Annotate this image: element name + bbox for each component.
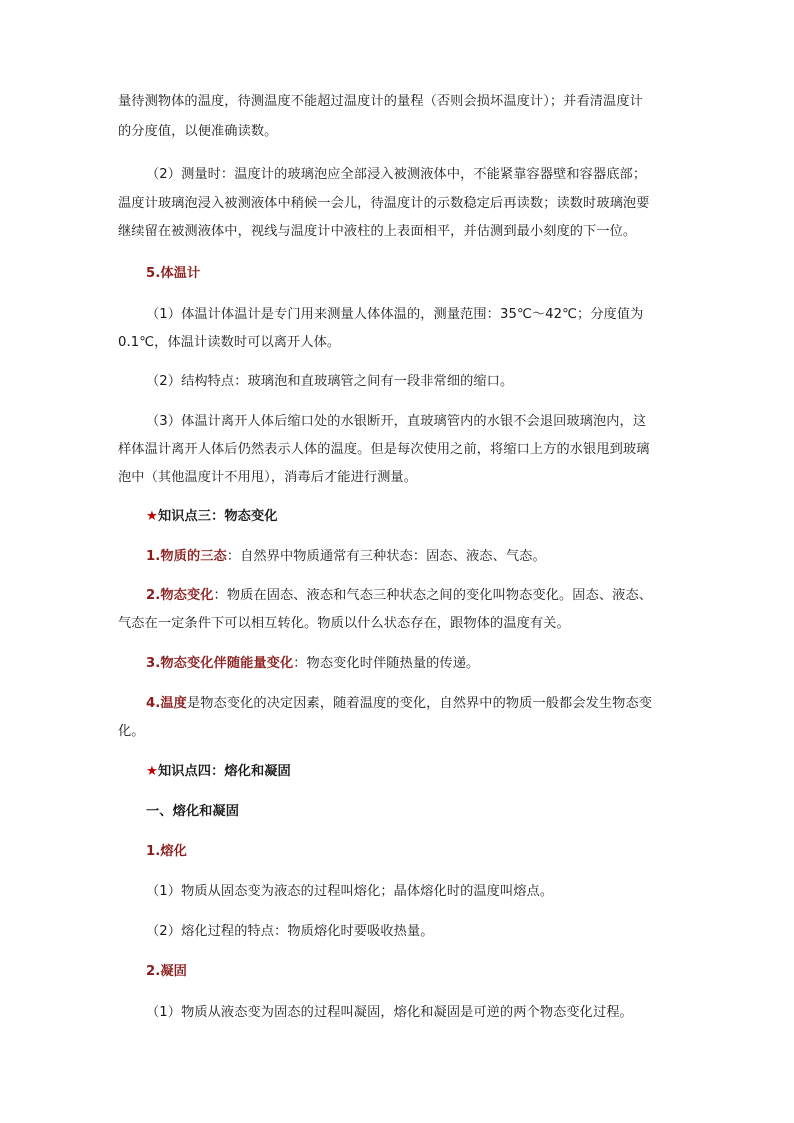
text-line: （3）体温计离开人体后缩口处的水银断开，直玻璃管内的水银不会退回玻璃泡内，这	[146, 414, 647, 429]
section-heading: 1.熔化	[146, 844, 187, 859]
knowledge-point-title: 知识点四：熔化和凝固	[157, 764, 291, 779]
text-line	[0, 547, 794, 567]
text-line: 0.1℃，体温计读数时可以离开人体。	[118, 335, 341, 350]
text-line: （1）体温计体温计是专门用来测量人体体温的，测量范围：35℃～42℃；分度值为	[146, 307, 644, 322]
text-line: （2）结构特点：玻璃泡和直玻璃管之间有一段非常细的缩口。	[146, 374, 514, 389]
term-label: 2.物态变化	[146, 588, 214, 603]
star-icon: ★	[146, 764, 158, 779]
knowledge-point-heading	[0, 507, 794, 527]
term-text: ：物质在固态、液态和气态三种状态之间的变化叫物态变化。固态、液态、	[213, 588, 653, 603]
text-line: 化。	[118, 724, 145, 739]
term-label: 1.物质的三态	[146, 549, 227, 564]
knowledge-point-title: 知识点三：物态变化	[157, 509, 278, 524]
text-line: 继续留在被测液体中，视线与温度计中液柱的上表面相平，并估测到最小刻度的下一位。	[118, 224, 637, 239]
text-line: 的分度值，以便准确读数。	[118, 124, 278, 139]
text-line: 样体温计离开人体后仍然表示人体的温度。但是每次使用之前，将缩口上方的水银甩到玻璃	[118, 442, 650, 457]
term-text: 是物态变化的决定因素，随着温度的变化，自然界中的物质一般都会发生物态变	[186, 696, 653, 711]
text-line	[0, 694, 794, 714]
text-line	[0, 586, 794, 606]
star-icon: ★	[146, 509, 158, 524]
section-heading: 5.体温计	[146, 266, 201, 281]
text-line: （2）测量时：温度计的玻璃泡应全部浸入被测液体中，不能紧靠容器壁和容器底部；	[146, 167, 647, 182]
section-heading: 2.凝固	[146, 964, 187, 979]
term-text: ：自然界中物质通常有三种状态：固态、液态、气态。	[226, 549, 546, 564]
text-line: 温度计玻璃泡浸入被测液体中稍候一会儿，待温度计的示数稳定后再读数；读数时玻璃泡要	[118, 196, 650, 211]
knowledge-point-heading	[0, 762, 794, 782]
text-line: 泡中（其他温度计不用甩），消毒后才能进行测量。	[118, 470, 418, 485]
text-line: 量待测物体的温度，待测温度不能超过温度计的量程（否则会损坏温度计）；并看清温度计	[118, 94, 643, 109]
text-line: （2）熔化过程的特点：物质熔化时要吸收热量。	[146, 924, 434, 939]
text-line	[0, 654, 794, 674]
term-text: ：物态变化时伴随热量的传递。	[293, 656, 480, 671]
text-line: （1）物质从液态变为固态的过程叫凝固，熔化和凝固是可逆的两个物态变化过程。	[146, 1005, 633, 1020]
term-label: 4.温度	[146, 696, 187, 711]
term-label: 3.物态变化伴随能量变化	[146, 656, 294, 671]
subsection-heading: 一、熔化和凝固	[146, 804, 240, 819]
text-line: （1）物质从固态变为液态的过程叫熔化；晶体熔化时的温度叫熔点。	[146, 884, 554, 899]
text-line: 气态在一定条件下可以相互转化。物质以什么状态存在，跟物体的温度有关。	[118, 616, 570, 631]
